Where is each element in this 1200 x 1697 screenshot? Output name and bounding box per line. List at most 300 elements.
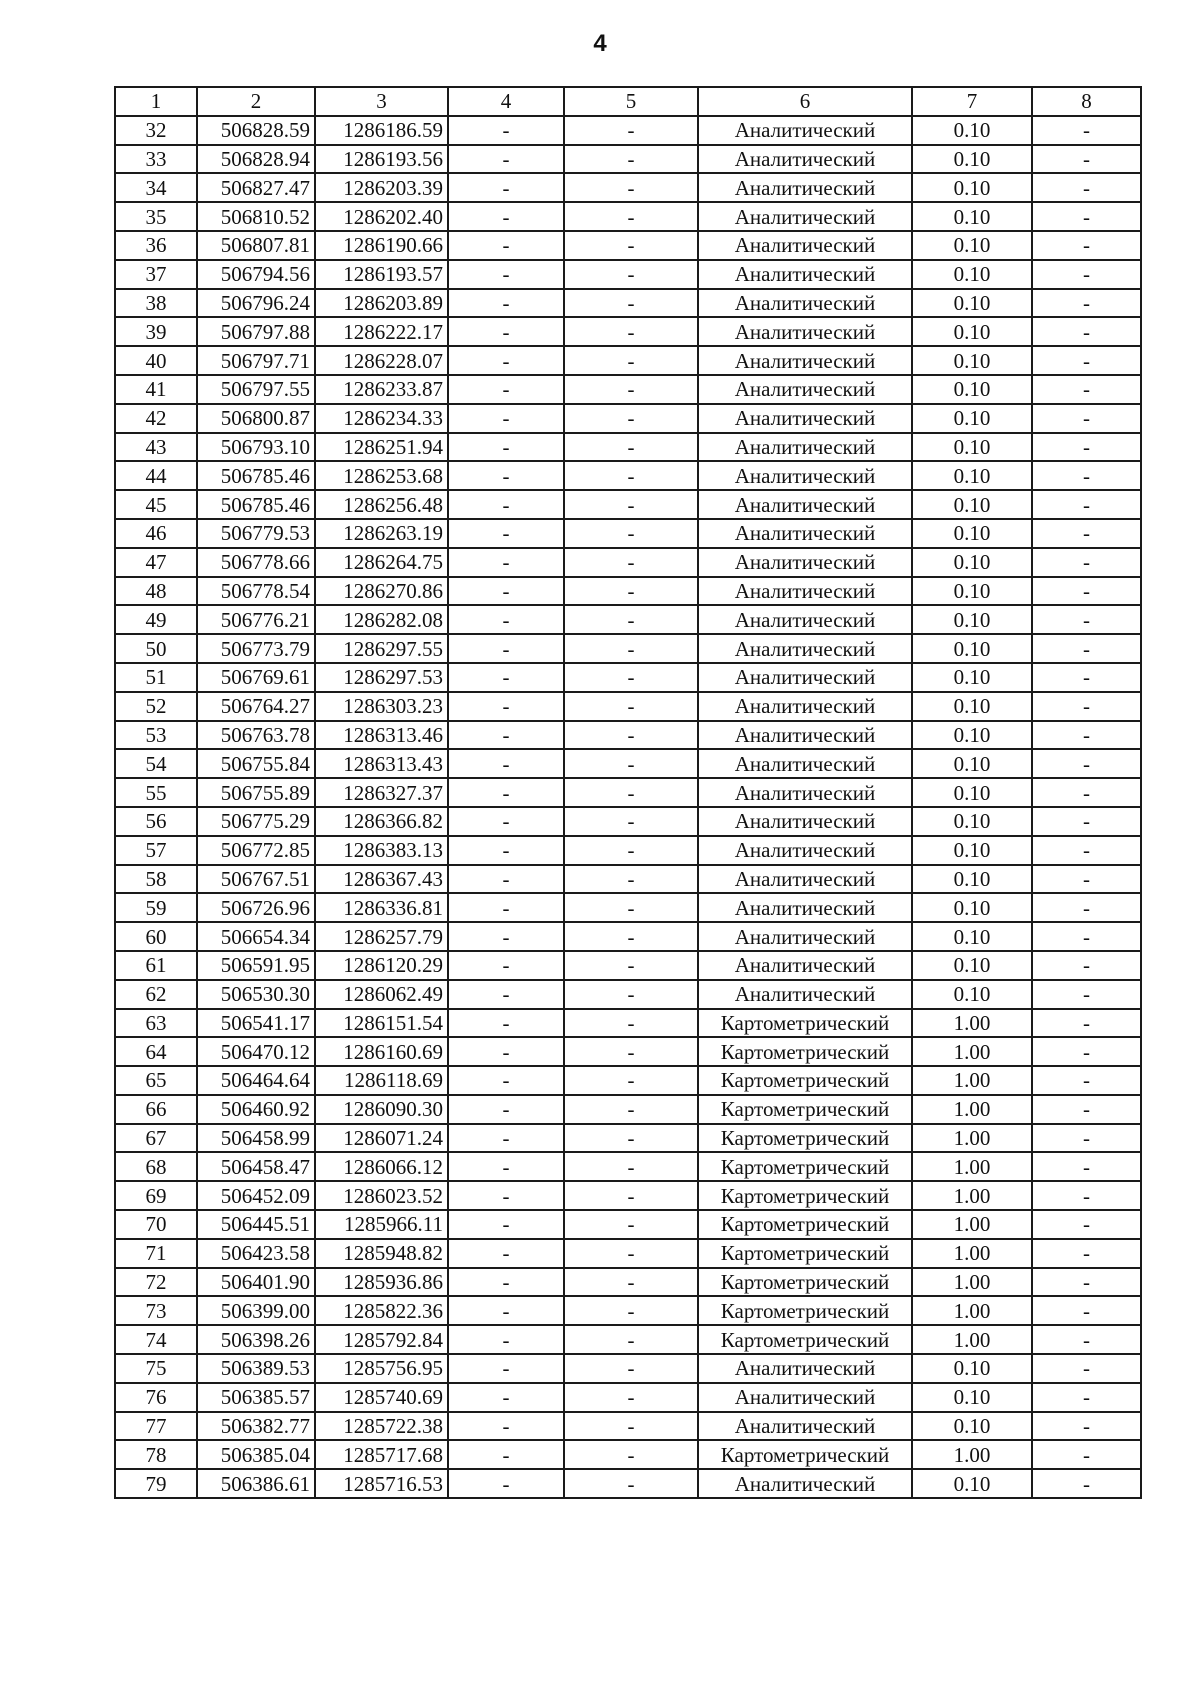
column-4-cell: - — [448, 1296, 564, 1325]
column-5-cell: - — [564, 1037, 698, 1066]
y-coordinate-cell: 1285936.86 — [315, 1268, 448, 1297]
table-row — [115, 231, 1141, 260]
x-coordinate-cell: 506778.54 — [197, 577, 315, 606]
method-cell: Аналитический — [698, 721, 912, 750]
method-cell: Картометрический — [698, 1037, 912, 1066]
table-row — [115, 1354, 1141, 1383]
y-coordinate-cell: 1286270.86 — [315, 577, 448, 606]
precision-cell: 0.10 — [912, 577, 1032, 606]
column-8-cell: - — [1032, 461, 1141, 490]
point-number-cell: 75 — [115, 1354, 197, 1383]
precision-cell: 0.10 — [912, 778, 1032, 807]
precision-cell: 0.10 — [912, 605, 1032, 634]
column-4-cell: - — [448, 433, 564, 462]
method-cell: Аналитический — [698, 1383, 912, 1412]
x-coordinate-cell: 506763.78 — [197, 721, 315, 750]
method-cell: Аналитический — [698, 692, 912, 721]
table-row — [115, 922, 1141, 951]
table-row — [115, 1383, 1141, 1412]
y-coordinate-cell: 1286313.46 — [315, 721, 448, 750]
y-coordinate-cell: 1286118.69 — [315, 1066, 448, 1095]
column-4-cell: - — [448, 1440, 564, 1469]
y-coordinate-cell: 1286367.43 — [315, 865, 448, 894]
precision-cell: 0.10 — [912, 548, 1032, 577]
column-5-cell: - — [564, 116, 698, 145]
column-8-cell: - — [1032, 1037, 1141, 1066]
column-5-cell: - — [564, 317, 698, 346]
method-cell: Аналитический — [698, 346, 912, 375]
precision-cell: 1.00 — [912, 1181, 1032, 1210]
column-8-cell: - — [1032, 173, 1141, 202]
column-5-cell: - — [564, 749, 698, 778]
point-number-cell: 34 — [115, 173, 197, 202]
column-8-cell: - — [1032, 1095, 1141, 1124]
column-4-cell: - — [448, 1354, 564, 1383]
column-8-cell: - — [1032, 951, 1141, 980]
column-5-cell: - — [564, 519, 698, 548]
y-coordinate-cell: 1285716.53 — [315, 1469, 448, 1498]
y-coordinate-cell: 1285717.68 — [315, 1440, 448, 1469]
x-coordinate-cell: 506775.29 — [197, 807, 315, 836]
column-4-cell: - — [448, 1383, 564, 1412]
x-coordinate-cell: 506470.12 — [197, 1037, 315, 1066]
x-coordinate-cell: 506778.66 — [197, 548, 315, 577]
column-4-cell: - — [448, 1037, 564, 1066]
x-coordinate-cell: 506386.61 — [197, 1469, 315, 1498]
table-row — [115, 519, 1141, 548]
precision-cell: 0.10 — [912, 980, 1032, 1009]
x-coordinate-cell: 506452.09 — [197, 1181, 315, 1210]
method-cell: Аналитический — [698, 404, 912, 433]
column-4-cell: - — [448, 289, 564, 318]
method-cell: Аналитический — [698, 951, 912, 980]
column-4-cell: - — [448, 548, 564, 577]
column-4-cell: - — [448, 663, 564, 692]
x-coordinate-cell: 506793.10 — [197, 433, 315, 462]
column-5-cell: - — [564, 548, 698, 577]
column-5-cell: - — [564, 980, 698, 1009]
column-8-cell: - — [1032, 749, 1141, 778]
point-number-cell: 43 — [115, 433, 197, 462]
precision-cell: 0.10 — [912, 375, 1032, 404]
method-cell: Аналитический — [698, 116, 912, 145]
point-number-cell: 78 — [115, 1440, 197, 1469]
column-4-cell: - — [448, 980, 564, 1009]
point-number-cell: 74 — [115, 1325, 197, 1354]
x-coordinate-cell: 506445.51 — [197, 1210, 315, 1239]
table-row — [115, 1037, 1141, 1066]
column-5-cell: - — [564, 1066, 698, 1095]
column-5-cell: - — [564, 1296, 698, 1325]
column-4-cell: - — [448, 1239, 564, 1268]
y-coordinate-cell: 1286203.89 — [315, 289, 448, 318]
column-8-cell: - — [1032, 375, 1141, 404]
column-8-cell: - — [1032, 778, 1141, 807]
method-cell: Картометрический — [698, 1009, 912, 1038]
table-row — [115, 980, 1141, 1009]
column-5-cell: - — [564, 1469, 698, 1498]
method-cell: Аналитический — [698, 1469, 912, 1498]
column-8-cell: - — [1032, 116, 1141, 145]
y-coordinate-cell: 1286062.49 — [315, 980, 448, 1009]
column-5-cell: - — [564, 865, 698, 894]
point-number-cell: 48 — [115, 577, 197, 606]
column-5-cell: - — [564, 202, 698, 231]
precision-cell: 1.00 — [912, 1296, 1032, 1325]
table-row — [115, 1325, 1141, 1354]
precision-cell: 1.00 — [912, 1268, 1032, 1297]
point-number-cell: 71 — [115, 1239, 197, 1268]
table-row — [115, 1296, 1141, 1325]
column-8-cell: - — [1032, 1469, 1141, 1498]
point-number-cell: 79 — [115, 1469, 197, 1498]
column-5-cell: - — [564, 1354, 698, 1383]
column-4-cell: - — [448, 1210, 564, 1239]
column-8-cell: - — [1032, 692, 1141, 721]
column-5-cell: - — [564, 1412, 698, 1441]
y-coordinate-cell: 1286193.56 — [315, 145, 448, 174]
point-number-cell: 35 — [115, 202, 197, 231]
point-number-cell: 72 — [115, 1268, 197, 1297]
point-number-cell: 64 — [115, 1037, 197, 1066]
point-number-cell: 53 — [115, 721, 197, 750]
point-number-cell: 56 — [115, 807, 197, 836]
column-5-cell: - — [564, 231, 698, 260]
y-coordinate-cell: 1285948.82 — [315, 1239, 448, 1268]
y-coordinate-cell: 1285966.11 — [315, 1210, 448, 1239]
x-coordinate-cell: 506755.84 — [197, 749, 315, 778]
precision-cell: 0.10 — [912, 836, 1032, 865]
column-8-cell: - — [1032, 836, 1141, 865]
x-coordinate-cell: 506769.61 — [197, 663, 315, 692]
column-4-cell: - — [448, 865, 564, 894]
point-number-cell: 32 — [115, 116, 197, 145]
column-8-cell: - — [1032, 980, 1141, 1009]
column-8-cell: - — [1032, 807, 1141, 836]
point-number-cell: 65 — [115, 1066, 197, 1095]
point-number-cell: 41 — [115, 375, 197, 404]
table-row — [115, 1009, 1141, 1038]
table-row — [115, 951, 1141, 980]
column-5-cell: - — [564, 1268, 698, 1297]
table-row — [115, 317, 1141, 346]
column-4-cell: - — [448, 836, 564, 865]
y-coordinate-cell: 1286313.43 — [315, 749, 448, 778]
column-4-cell: - — [448, 173, 564, 202]
point-number-cell: 40 — [115, 346, 197, 375]
column-5-cell: - — [564, 346, 698, 375]
column-5-cell: - — [564, 433, 698, 462]
column-8-cell: - — [1032, 1296, 1141, 1325]
column-4-cell: - — [448, 605, 564, 634]
precision-cell: 0.10 — [912, 663, 1032, 692]
column-8-cell: - — [1032, 260, 1141, 289]
column-8-cell: - — [1032, 1210, 1141, 1239]
method-cell: Картометрический — [698, 1210, 912, 1239]
table-body — [115, 116, 1141, 1498]
column-8-cell: - — [1032, 490, 1141, 519]
method-cell: Аналитический — [698, 1354, 912, 1383]
method-cell: Аналитический — [698, 548, 912, 577]
column-8-cell: - — [1032, 519, 1141, 548]
point-number-cell: 37 — [115, 260, 197, 289]
y-coordinate-cell: 1286160.69 — [315, 1037, 448, 1066]
column-5-cell: - — [564, 1239, 698, 1268]
column-4-cell: - — [448, 404, 564, 433]
point-number-cell: 42 — [115, 404, 197, 433]
point-number-cell: 38 — [115, 289, 197, 318]
column-5-cell: - — [564, 1383, 698, 1412]
point-number-cell: 68 — [115, 1152, 197, 1181]
column-4-cell: - — [448, 577, 564, 606]
column-5-cell: - — [564, 289, 698, 318]
column-header: 6 — [698, 87, 912, 116]
precision-cell: 0.10 — [912, 116, 1032, 145]
precision-cell: 1.00 — [912, 1066, 1032, 1095]
table-row — [115, 1095, 1141, 1124]
table-row — [115, 692, 1141, 721]
y-coordinate-cell: 1286263.19 — [315, 519, 448, 548]
x-coordinate-cell: 506382.77 — [197, 1412, 315, 1441]
column-4-cell: - — [448, 749, 564, 778]
column-8-cell: - — [1032, 145, 1141, 174]
x-coordinate-cell: 506401.90 — [197, 1268, 315, 1297]
y-coordinate-cell: 1286202.40 — [315, 202, 448, 231]
column-8-cell: - — [1032, 721, 1141, 750]
page-number: 4 — [593, 30, 607, 57]
y-coordinate-cell: 1286264.75 — [315, 548, 448, 577]
precision-cell: 0.10 — [912, 202, 1032, 231]
x-coordinate-cell: 506797.55 — [197, 375, 315, 404]
method-cell: Аналитический — [698, 173, 912, 202]
x-coordinate-cell: 506398.26 — [197, 1325, 315, 1354]
precision-cell: 1.00 — [912, 1210, 1032, 1239]
x-coordinate-cell: 506807.81 — [197, 231, 315, 260]
precision-cell: 1.00 — [912, 1095, 1032, 1124]
column-5-cell: - — [564, 634, 698, 663]
method-cell: Аналитический — [698, 317, 912, 346]
column-5-cell: - — [564, 375, 698, 404]
x-coordinate-cell: 506772.85 — [197, 836, 315, 865]
method-cell: Картометрический — [698, 1066, 912, 1095]
point-number-cell: 69 — [115, 1181, 197, 1210]
x-coordinate-cell: 506797.88 — [197, 317, 315, 346]
precision-cell: 0.10 — [912, 1354, 1032, 1383]
column-4-cell: - — [448, 231, 564, 260]
point-number-cell: 39 — [115, 317, 197, 346]
column-4-cell: - — [448, 1066, 564, 1095]
y-coordinate-cell: 1286234.33 — [315, 404, 448, 433]
column-8-cell: - — [1032, 1383, 1141, 1412]
column-4-cell: - — [448, 116, 564, 145]
table-row — [115, 1469, 1141, 1498]
table-row — [115, 1268, 1141, 1297]
coordinates-table — [114, 86, 1142, 1499]
table-row — [115, 634, 1141, 663]
column-8-cell: - — [1032, 893, 1141, 922]
method-cell: Аналитический — [698, 1412, 912, 1441]
y-coordinate-cell: 1286222.17 — [315, 317, 448, 346]
y-coordinate-cell: 1286190.66 — [315, 231, 448, 260]
x-coordinate-cell: 506591.95 — [197, 951, 315, 980]
method-cell: Аналитический — [698, 980, 912, 1009]
table-row — [115, 663, 1141, 692]
column-4-cell: - — [448, 922, 564, 951]
x-coordinate-cell: 506767.51 — [197, 865, 315, 894]
y-coordinate-cell: 1285756.95 — [315, 1354, 448, 1383]
column-4-cell: - — [448, 1412, 564, 1441]
x-coordinate-cell: 506389.53 — [197, 1354, 315, 1383]
column-4-cell: - — [448, 1469, 564, 1498]
x-coordinate-cell: 506385.57 — [197, 1383, 315, 1412]
method-cell: Аналитический — [698, 490, 912, 519]
table-row — [115, 433, 1141, 462]
precision-cell: 0.10 — [912, 346, 1032, 375]
method-cell: Аналитический — [698, 461, 912, 490]
column-8-cell: - — [1032, 202, 1141, 231]
y-coordinate-cell: 1286066.12 — [315, 1152, 448, 1181]
column-4-cell: - — [448, 375, 564, 404]
table-row — [115, 865, 1141, 894]
column-5-cell: - — [564, 893, 698, 922]
column-8-cell: - — [1032, 1124, 1141, 1153]
x-coordinate-cell: 506776.21 — [197, 605, 315, 634]
precision-cell: 0.10 — [912, 433, 1032, 462]
column-4-cell: - — [448, 893, 564, 922]
table-row — [115, 807, 1141, 836]
point-number-cell: 54 — [115, 749, 197, 778]
column-5-cell: - — [564, 951, 698, 980]
table-row — [115, 1210, 1141, 1239]
column-5-cell: - — [564, 692, 698, 721]
column-4-cell: - — [448, 1152, 564, 1181]
column-4-cell: - — [448, 1181, 564, 1210]
point-number-cell: 46 — [115, 519, 197, 548]
precision-cell: 0.10 — [912, 461, 1032, 490]
precision-cell: 0.10 — [912, 231, 1032, 260]
x-coordinate-cell: 506464.64 — [197, 1066, 315, 1095]
column-4-cell: - — [448, 519, 564, 548]
column-8-cell: - — [1032, 922, 1141, 951]
column-5-cell: - — [564, 1009, 698, 1038]
table-row — [115, 375, 1141, 404]
y-coordinate-cell: 1286151.54 — [315, 1009, 448, 1038]
column-header: 8 — [1032, 87, 1141, 116]
y-coordinate-cell: 1286257.79 — [315, 922, 448, 951]
x-coordinate-cell: 506654.34 — [197, 922, 315, 951]
x-coordinate-cell: 506530.30 — [197, 980, 315, 1009]
column-8-cell: - — [1032, 231, 1141, 260]
y-coordinate-cell: 1286256.48 — [315, 490, 448, 519]
method-cell: Картометрический — [698, 1239, 912, 1268]
table-row — [115, 461, 1141, 490]
point-number-cell: 33 — [115, 145, 197, 174]
column-4-cell: - — [448, 461, 564, 490]
column-5-cell: - — [564, 461, 698, 490]
column-8-cell: - — [1032, 1440, 1141, 1469]
column-4-cell: - — [448, 490, 564, 519]
point-number-cell: 62 — [115, 980, 197, 1009]
column-5-cell: - — [564, 145, 698, 174]
x-coordinate-cell: 506827.47 — [197, 173, 315, 202]
method-cell: Аналитический — [698, 922, 912, 951]
column-header: 3 — [315, 87, 448, 116]
precision-cell: 0.10 — [912, 1469, 1032, 1498]
point-number-cell: 77 — [115, 1412, 197, 1441]
column-8-cell: - — [1032, 289, 1141, 318]
column-5-cell: - — [564, 490, 698, 519]
precision-cell: 1.00 — [912, 1152, 1032, 1181]
precision-cell: 0.10 — [912, 749, 1032, 778]
precision-cell: 0.10 — [912, 922, 1032, 951]
method-cell: Аналитический — [698, 433, 912, 462]
column-4-cell: - — [448, 260, 564, 289]
column-4-cell: - — [448, 778, 564, 807]
column-8-cell: - — [1032, 1412, 1141, 1441]
point-number-cell: 63 — [115, 1009, 197, 1038]
precision-cell: 0.10 — [912, 317, 1032, 346]
table-row — [115, 1440, 1141, 1469]
method-cell: Аналитический — [698, 778, 912, 807]
point-number-cell: 47 — [115, 548, 197, 577]
point-number-cell: 36 — [115, 231, 197, 260]
column-header: 2 — [197, 87, 315, 116]
table-row — [115, 749, 1141, 778]
column-4-cell: - — [448, 1095, 564, 1124]
column-4-cell: - — [448, 202, 564, 231]
y-coordinate-cell: 1285822.36 — [315, 1296, 448, 1325]
y-coordinate-cell: 1286203.39 — [315, 173, 448, 202]
method-cell: Картометрический — [698, 1124, 912, 1153]
method-cell: Аналитический — [698, 836, 912, 865]
column-header: 7 — [912, 87, 1032, 116]
x-coordinate-cell: 506800.87 — [197, 404, 315, 433]
precision-cell: 0.10 — [912, 145, 1032, 174]
column-header: 1 — [115, 87, 197, 116]
table-row — [115, 145, 1141, 174]
method-cell: Аналитический — [698, 202, 912, 231]
point-number-cell: 57 — [115, 836, 197, 865]
y-coordinate-cell: 1286282.08 — [315, 605, 448, 634]
column-5-cell: - — [564, 807, 698, 836]
x-coordinate-cell: 506423.58 — [197, 1239, 315, 1268]
table-row — [115, 1181, 1141, 1210]
method-cell: Аналитический — [698, 260, 912, 289]
x-coordinate-cell: 506458.47 — [197, 1152, 315, 1181]
column-8-cell: - — [1032, 1239, 1141, 1268]
precision-cell: 0.10 — [912, 1412, 1032, 1441]
method-cell: Картометрический — [698, 1095, 912, 1124]
precision-cell: 0.10 — [912, 634, 1032, 663]
column-5-cell: - — [564, 836, 698, 865]
precision-cell: 0.10 — [912, 807, 1032, 836]
column-4-cell: - — [448, 317, 564, 346]
column-5-cell: - — [564, 1124, 698, 1153]
precision-cell: 1.00 — [912, 1239, 1032, 1268]
precision-cell: 1.00 — [912, 1009, 1032, 1038]
method-cell: Аналитический — [698, 289, 912, 318]
point-number-cell: 59 — [115, 893, 197, 922]
column-4-cell: - — [448, 1124, 564, 1153]
column-5-cell: - — [564, 721, 698, 750]
column-8-cell: - — [1032, 1181, 1141, 1210]
precision-cell: 1.00 — [912, 1037, 1032, 1066]
x-coordinate-cell: 506785.46 — [197, 490, 315, 519]
table-row — [115, 778, 1141, 807]
method-cell: Аналитический — [698, 893, 912, 922]
table-row — [115, 893, 1141, 922]
method-cell: Аналитический — [698, 577, 912, 606]
